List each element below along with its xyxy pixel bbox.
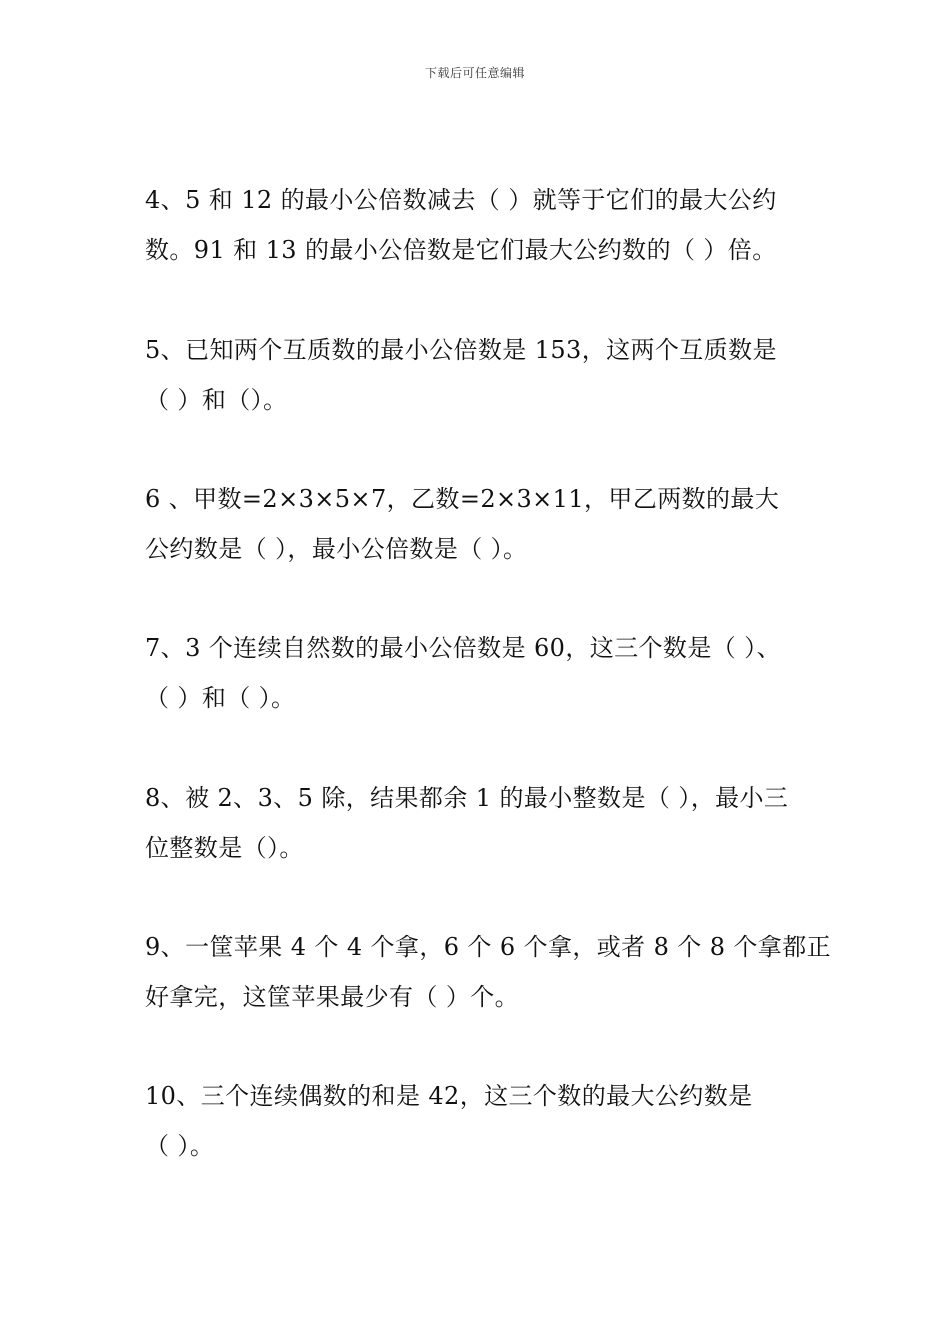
page-header: 下载后可任意编辑 — [424, 66, 525, 80]
question-6 — [145, 474, 825, 574]
question-line: 公约数是（ ），最小公倍数是（ ）。 — [145, 535, 528, 563]
question-line: 6 、甲数=2×3×5×7，乙数=2×3×11，甲乙两数的最大 — [145, 485, 780, 513]
question-line: 位整数是（）。 — [145, 834, 304, 862]
question-line: （ ）。 — [145, 1132, 215, 1160]
question-line: 数。91 和 13 的最小公倍数是它们最大公约数的（ ）倍。 — [145, 236, 777, 264]
question-line: 9、一筐苹果 4 个 4 个拿，6 个 6 个拿，或者 8 个 8 个拿都正 — [145, 933, 832, 961]
question-8 — [145, 773, 825, 873]
question-line: 10、三个连续偶数的和是 42，这三个数的最大公约数是 — [145, 1082, 753, 1110]
question-7 — [145, 623, 825, 723]
question-line: 4、5 和 12 的最小公倍数减去（ ）就等于它们的最大公约 — [145, 186, 777, 214]
question-4 — [145, 175, 825, 275]
question-5 — [145, 325, 825, 425]
question-line: 8、被 2、3、5 除，结果都余 1 的最小整数是（ ），最小三 — [145, 784, 789, 812]
question-10 — [145, 1071, 825, 1171]
question-9 — [145, 922, 832, 1022]
question-line: 7、3 个连续自然数的最小公倍数是 60，这三个数是（ ）、 — [145, 634, 781, 662]
question-line: （ ）和（）。 — [145, 386, 288, 414]
question-line: （ ）和（ ）。 — [145, 684, 296, 712]
question-line: 5、已知两个互质数的最小公倍数是 153，这两个互质数是 — [145, 336, 777, 364]
question-line: 好拿完，这筐苹果最少有（ ）个。 — [145, 983, 520, 1011]
